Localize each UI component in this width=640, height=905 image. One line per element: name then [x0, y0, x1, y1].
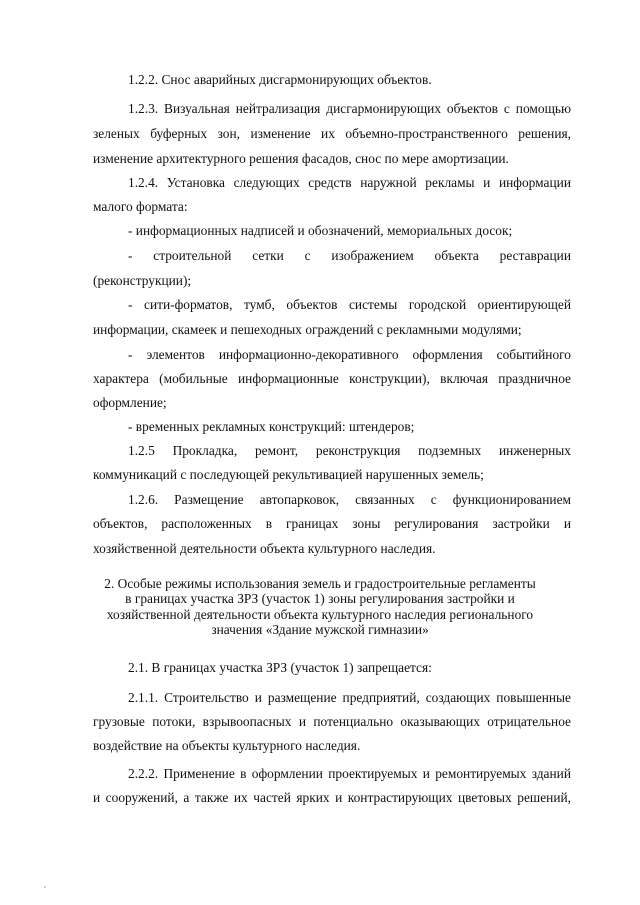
text-line: коммуникаций с последующей рекультивацией нарушенных земель; — [93, 467, 484, 482]
text-line: 1.2.5 Прокладка, ремонт, реконструкция подземных инженерных — [128, 443, 571, 458]
scan-speck — [44, 886, 46, 888]
text-line: 2.2.2. Применение в оформлении проектируемых и ремонтируемых зданий — [128, 766, 571, 781]
text-line: (реконструкции); — [93, 273, 192, 288]
section-heading-line: значения «Здание мужской гимназии» — [211, 622, 429, 637]
section-heading-line: 2. Особые режимы использования земель и градостроительные регламенты — [104, 576, 536, 591]
section-heading-line: хозяйственной деятельности объекта культурного наследия регионального — [106, 607, 534, 622]
text-line: информации, скамеек и пешеходных ограждений с рекламными модулями; — [93, 322, 522, 337]
text-line: изменение архитектурного решения фасадов, снос по мере амортизации. — [93, 151, 509, 166]
text-line: - сити-форматов, тумб, объектов системы городской ориентирующей — [128, 297, 571, 312]
text-line: характера (мобильные информационные конструкции), включая праздничное — [93, 371, 571, 386]
text-line: оформление; — [93, 395, 167, 410]
text-line: малого формата: — [93, 199, 188, 214]
text-line: и сооружений, а также их частей ярких и контрастирующих цветовых решений, — [93, 790, 571, 805]
text-line: объектов, расположенных в границах зоны регулирования застройки и — [93, 516, 571, 531]
text-line: зеленых буферных зон, изменение их объемно-пространственного решения, — [93, 126, 571, 141]
text-line: - элементов информационно-декоративного оформления событийного — [128, 347, 571, 362]
text-line: - информационных надписей и обозначений, мемориальных досок; — [128, 223, 513, 238]
section-heading-line: в границах участка ЗРЗ (участок 1) зоны регулирования застройки и — [125, 591, 515, 606]
text-line: 1.2.2. Снос аварийных дисгармонирующих объектов. — [128, 72, 432, 87]
text-line: 2.1.1. Строительство и размещение предприятий, создающих повышенные — [128, 690, 571, 705]
text-line: - временных рекламных конструкций: штендеров; — [128, 419, 415, 434]
text-line: воздействие на объекты культурного наследия. — [93, 738, 361, 753]
text-line: - строительной сетки с изображением объекта реставрации — [128, 248, 571, 263]
text-line: 1.2.6. Размещение автопарковок, связанных с функционированием — [128, 492, 571, 507]
text-line: 1.2.3. Визуальная нейтрализация дисгармонирующих объектов с помощью — [128, 101, 571, 116]
text-line: 1.2.4. Установка следующих средств наружной рекламы и информации — [128, 175, 571, 190]
text-line: 2.1. В границах участка ЗРЗ (участок 1) запрещается: — [128, 660, 432, 675]
text-line: грузовые потоки, взрывоопасных и потенциально оказывающих отрицательное — [93, 714, 571, 729]
text-line: хозяйственной деятельности объекта культурного наследия. — [93, 541, 436, 556]
